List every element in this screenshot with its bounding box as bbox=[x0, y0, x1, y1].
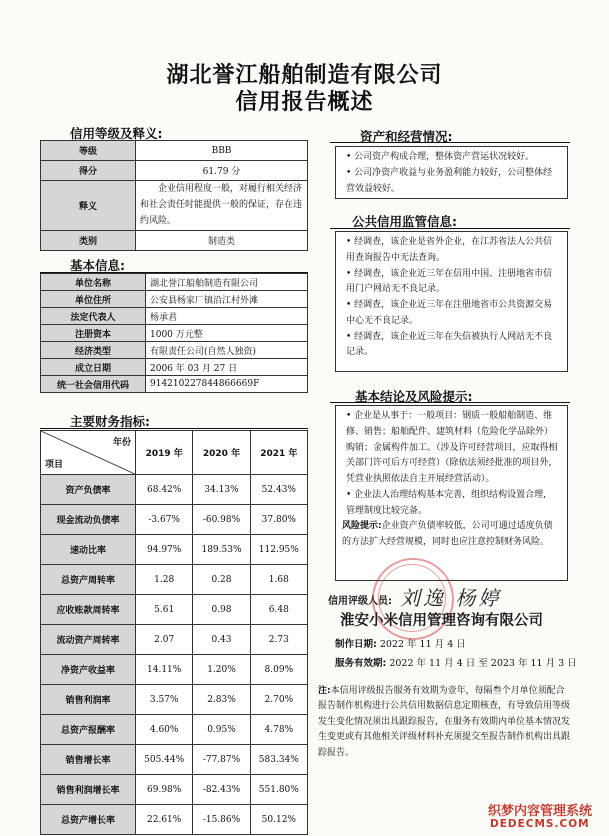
basic-value: 有限责任公司(自然人独资) bbox=[146, 342, 308, 359]
finance-label: 销售利润率 bbox=[41, 685, 136, 715]
grade-label: 等级 bbox=[41, 141, 136, 161]
basic-value: 湖北誉江船舶制造有限公司 bbox=[146, 274, 308, 291]
finance-row bbox=[41, 475, 308, 505]
finance-value: 8.09% bbox=[250, 655, 307, 685]
finance-value: 0.28 bbox=[193, 565, 250, 595]
grade-value: 61.79 分 bbox=[136, 161, 308, 181]
finance-value: -3.67% bbox=[136, 505, 193, 535]
public-heading: 公共信用监管信息: bbox=[352, 214, 457, 229]
finance-value: 4.78% bbox=[250, 715, 307, 745]
basic-value: 1000 万元整 bbox=[146, 325, 308, 342]
finance-value: 2.07 bbox=[136, 625, 193, 655]
finance-value: 583.34% bbox=[250, 745, 307, 775]
grade-value: 制造类 bbox=[136, 230, 308, 250]
valid-date-label: 服务有效期: bbox=[335, 658, 387, 669]
finance-value: 6.48 bbox=[250, 595, 307, 625]
year-2020: 2020 年 bbox=[193, 431, 250, 475]
basic-value: 2006 年 03 月 27 日 bbox=[146, 359, 308, 376]
report-company-title: 湖北誉江船舶制造有限公司 bbox=[166, 63, 443, 88]
finance-value: 4.60% bbox=[136, 715, 193, 745]
finance-row bbox=[41, 595, 308, 625]
basic-info-table bbox=[40, 273, 308, 393]
report-note bbox=[318, 684, 573, 761]
finance-label: 净资产收益率 bbox=[41, 655, 136, 685]
finance-label: 总资产增长率 bbox=[41, 805, 136, 835]
basic-value: 914210227844866669F bbox=[146, 376, 308, 393]
basic-row bbox=[41, 308, 308, 325]
basic-row bbox=[41, 291, 308, 308]
watermark-line1: 织梦内容管理系统 bbox=[488, 804, 593, 819]
conclusion-item-2: • 企业法人治理结构基本完善，组织结构设置合理，管理制度比较完备。 bbox=[346, 489, 553, 516]
basic-label: 经济类型 bbox=[41, 342, 146, 359]
finance-value: 68.42% bbox=[136, 475, 193, 505]
finance-label: 总资产周转率 bbox=[41, 565, 136, 595]
risk-text: 企业资产负债率较低，公司可通过适度负债的方法扩大经营规模，同时也应注意控制财务风险。 bbox=[342, 521, 553, 547]
basic-value: 公安县杨家厂镇沿江村外滩 bbox=[146, 291, 308, 308]
conclusion-rule bbox=[330, 402, 570, 403]
made-date-row bbox=[335, 636, 466, 650]
finance-label: 销售利润增长率 bbox=[41, 775, 136, 805]
finance-label: 现金流动负债率 bbox=[41, 505, 136, 535]
assets-box bbox=[335, 146, 568, 199]
made-date: 2022 年 11 月 4 日 bbox=[379, 639, 466, 650]
finance-row bbox=[41, 625, 308, 655]
finance-label: 资产负债率 bbox=[41, 475, 136, 505]
basic-row bbox=[41, 359, 308, 376]
finance-value: 505.44% bbox=[136, 745, 193, 775]
assets-rule bbox=[330, 142, 570, 143]
public-box bbox=[335, 231, 568, 372]
finance-value: 112.95% bbox=[250, 535, 307, 565]
finance-row bbox=[41, 505, 308, 535]
finance-value: -77.87% bbox=[193, 745, 250, 775]
signature-names: 刘逸 杨婷 bbox=[400, 586, 502, 610]
grade-value: BBB bbox=[136, 141, 308, 161]
grade-row bbox=[41, 161, 308, 181]
basic-row bbox=[41, 342, 308, 359]
finance-value: 3.57% bbox=[136, 685, 193, 715]
finance-value: 0.95% bbox=[193, 715, 250, 745]
basic-label: 注册资本 bbox=[41, 325, 146, 342]
finance-row bbox=[41, 685, 308, 715]
note-text: 本信用评级报告服务有效期为壹年，每隔叁个月单位须配合报告制作机构进行公共信用数据信息定期核查，有导致信用等级发生变化情况须出具跟踪报告，在服务有效期内单位基本情况发生变更或有其他相关评级材料补充须提交至报告制作机构出具跟踪报告。 bbox=[318, 686, 571, 758]
finance-value: 52.43% bbox=[250, 475, 307, 505]
year-2019: 2019 年 bbox=[136, 431, 193, 475]
assets-item-1: • 公司资产构成合理，整体资产营运状况较好。 bbox=[346, 152, 535, 162]
issuer-company: 淮安小米信用管理咨询有限公司 bbox=[340, 613, 543, 629]
basic-label: 单位名称 bbox=[41, 274, 146, 291]
finance-value: 2.73 bbox=[250, 625, 307, 655]
basic-value: 杨承君 bbox=[146, 308, 308, 325]
risk-label: 风险提示: bbox=[342, 521, 382, 532]
year-2021: 2021 年 bbox=[250, 431, 307, 475]
finance-row bbox=[41, 565, 308, 595]
finance-rule bbox=[40, 428, 308, 429]
grade-value: 企业信用程度一般，对履行相关经济和社会责任时能提供一般的保证，存在违约风险。 bbox=[136, 181, 308, 231]
basic-heading: 基本信息: bbox=[70, 258, 125, 273]
basic-label: 单位住所 bbox=[41, 291, 146, 308]
public-item-4: • 经调查，该企业近三年在失信被执行人网站无不良记录。 bbox=[346, 331, 553, 358]
finance-value: 2.83% bbox=[193, 685, 250, 715]
finance-label: 流动资产周转率 bbox=[41, 625, 136, 655]
finance-label: 销售增长率 bbox=[41, 745, 136, 775]
finance-row bbox=[41, 715, 308, 745]
finance-value: -82.43% bbox=[193, 775, 250, 805]
grade-row bbox=[41, 181, 308, 231]
report-subtitle: 信用报告概述 bbox=[235, 90, 374, 115]
finance-value: 1.68 bbox=[250, 565, 307, 595]
risk-tip bbox=[342, 519, 561, 551]
finance-label: 速动比率 bbox=[41, 535, 136, 565]
finance-header-year: 年份 bbox=[112, 438, 131, 448]
finance-value: 34.13% bbox=[193, 475, 250, 505]
finance-value: 1.20% bbox=[193, 655, 250, 685]
finance-row bbox=[41, 745, 308, 775]
finance-value: 50.12% bbox=[250, 805, 307, 835]
finance-value: 37.80% bbox=[250, 505, 307, 535]
assets-item-2: • 公司净资产收益与业务盈利能力较好，公司整体经营效益较好。 bbox=[346, 167, 553, 194]
finance-value: 1.28 bbox=[136, 565, 193, 595]
valid-date-row bbox=[335, 655, 577, 669]
basic-row bbox=[41, 325, 308, 342]
note-label: 注: bbox=[318, 686, 331, 696]
grade-table bbox=[40, 140, 308, 251]
grade-label: 类别 bbox=[41, 230, 136, 250]
valid-date: 2022 年 11 月 4 日 至 2023 年 11 月 3 日 bbox=[389, 658, 577, 669]
public-item-1: • 经调查，该企业是省外企业，在江苏省法人公共信用查询报告中无法查询。 bbox=[346, 237, 553, 263]
conclusion-item-1: • 企业是从事于：一般项目：钢质一般船舶制造、维修、销售；船舶配件、建筑材料（危险化学品除外）购销；金属构件加工。（涉及许可经营项目，应取得相关部门许可后方可经营）（除依法须经批准的项目外，凭营业执照依法自主开展经营活动）。 bbox=[346, 411, 558, 484]
finance-value: -15.86% bbox=[193, 805, 250, 835]
finance-value: 69.98% bbox=[136, 775, 193, 805]
finance-value: 14.11% bbox=[136, 655, 193, 685]
finance-value: -60.98% bbox=[193, 505, 250, 535]
basic-label: 统一社会信用代码 bbox=[41, 376, 146, 393]
signature-label: 信用评级人员: bbox=[328, 596, 392, 607]
grade-row bbox=[41, 230, 308, 250]
grade-label: 得分 bbox=[41, 161, 136, 181]
finance-label: 应收账款周转率 bbox=[41, 595, 136, 625]
public-rule bbox=[330, 228, 570, 229]
finance-value: 5.61 bbox=[136, 595, 193, 625]
made-date-label: 制作日期: bbox=[335, 639, 377, 650]
conclusion-heading: 基本结论及风险提示: bbox=[355, 389, 473, 404]
assets-heading: 资产和经营情况: bbox=[360, 129, 453, 144]
conclusion-box bbox=[335, 405, 568, 581]
finance-value: 94.97% bbox=[136, 535, 193, 565]
finance-corner-cell bbox=[41, 431, 136, 475]
basic-row bbox=[41, 274, 308, 291]
grade-heading: 信用等级及释义: bbox=[70, 126, 163, 141]
finance-row bbox=[41, 775, 308, 805]
public-item-2: • 经调查，该企业近三年在信用中国、注册地省市信用门户网站无不良记录。 bbox=[346, 268, 553, 295]
basic-label: 成立日期 bbox=[41, 359, 146, 376]
finance-value: 2.70% bbox=[250, 685, 307, 715]
finance-row bbox=[41, 805, 308, 835]
finance-label: 总资产报酬率 bbox=[41, 715, 136, 745]
finance-table bbox=[40, 430, 308, 835]
basic-label: 法定代表人 bbox=[41, 308, 146, 325]
finance-value: 0.43 bbox=[193, 625, 250, 655]
finance-value: 0.98 bbox=[193, 595, 250, 625]
grade-label: 释义 bbox=[41, 181, 136, 231]
finance-value: 22.61% bbox=[136, 805, 193, 835]
grade-row bbox=[41, 141, 308, 161]
finance-heading: 主要财务指标: bbox=[70, 414, 150, 429]
finance-value: 551.80% bbox=[250, 775, 307, 805]
finance-row bbox=[41, 655, 308, 685]
public-item-3: • 经调查，该企业近三年在注册地省市公共资源交易中心无不良记录。 bbox=[346, 300, 553, 326]
watermark-line2: DEDECMS.COM bbox=[490, 818, 590, 830]
basic-row bbox=[41, 376, 308, 393]
finance-value: 189.53% bbox=[193, 535, 250, 565]
finance-row bbox=[41, 535, 308, 565]
finance-header-item: 项目 bbox=[45, 460, 64, 470]
